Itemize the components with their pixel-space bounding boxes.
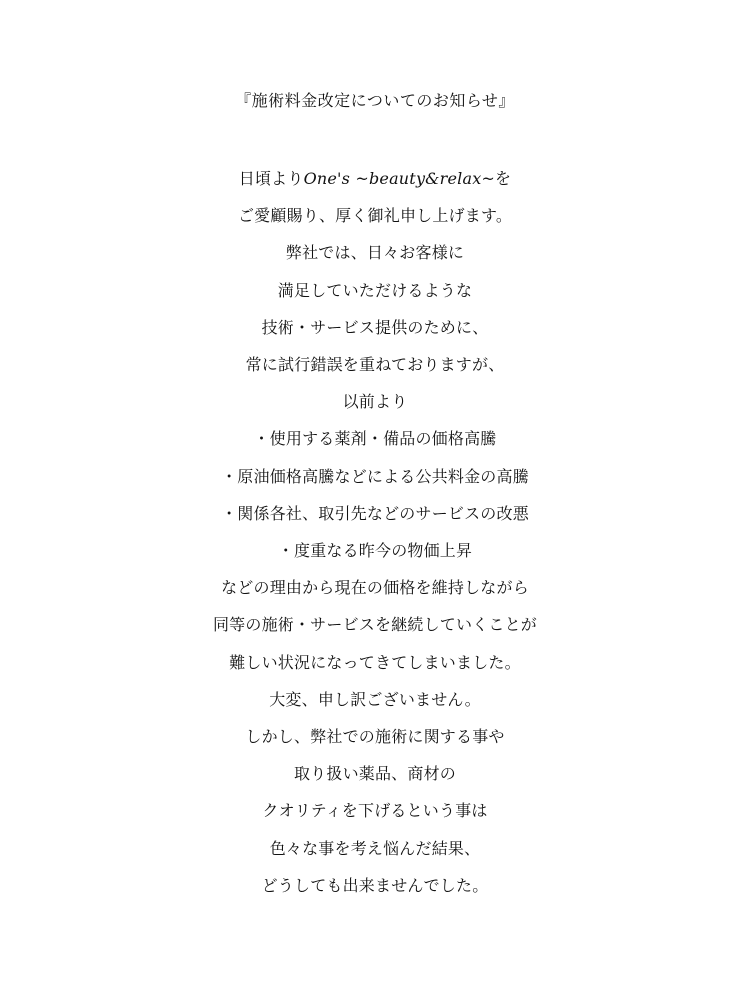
body-line: 色々な事を考え悩んだ結果、 <box>269 838 481 858</box>
body-line: しかし、弊社での施術に関する事や <box>245 727 505 747</box>
body-line: クオリティを下げるという事は <box>262 801 488 821</box>
bullet-line: ・関係各社、取引先などのサービスの改悪 <box>221 503 529 523</box>
body-line: 以前より <box>342 392 408 412</box>
body-line: 大変、申し訳ございません。 <box>269 689 481 709</box>
body-line: 取り扱い薬品、商材の <box>293 764 456 784</box>
body-line: 同等の施術・サービスを継続していくことが <box>212 615 537 635</box>
body-line: ご愛顧賜り、厚く御礼申し上げます。 <box>237 206 513 226</box>
body-line: 常に試行錯誤を重ねておりますが、 <box>245 355 505 375</box>
body-line: などの理由から現在の価格を維持しながら <box>221 578 529 598</box>
bullet-line: ・原油価格高騰などによる公共料金の高騰 <box>221 466 529 486</box>
body-line: 難しい状況になってきてしまいました。 <box>229 652 521 672</box>
announcement-title: 『施術料金改定についてのお知らせ』 <box>235 91 515 110</box>
bullet-line: ・使用する薬剤・備品の価格高騰 <box>253 429 497 449</box>
brand-name: One's ~beauty&relax~ <box>303 169 496 188</box>
bullet-line: ・度重なる昨今の物価上昇 <box>277 541 473 561</box>
body-line: 満足していただけるような <box>277 280 473 300</box>
body-line: どうしても出来ませんでした。 <box>261 875 489 895</box>
announcement-body <box>0 160 750 904</box>
body-line: 弊社では、日々お客様に <box>285 243 465 263</box>
intro-line <box>0 160 750 197</box>
intro-prefix: 日頃より <box>238 169 304 188</box>
body-line: 技術・サービス提供のために、 <box>261 317 489 337</box>
intro-suffix: を <box>495 169 512 188</box>
